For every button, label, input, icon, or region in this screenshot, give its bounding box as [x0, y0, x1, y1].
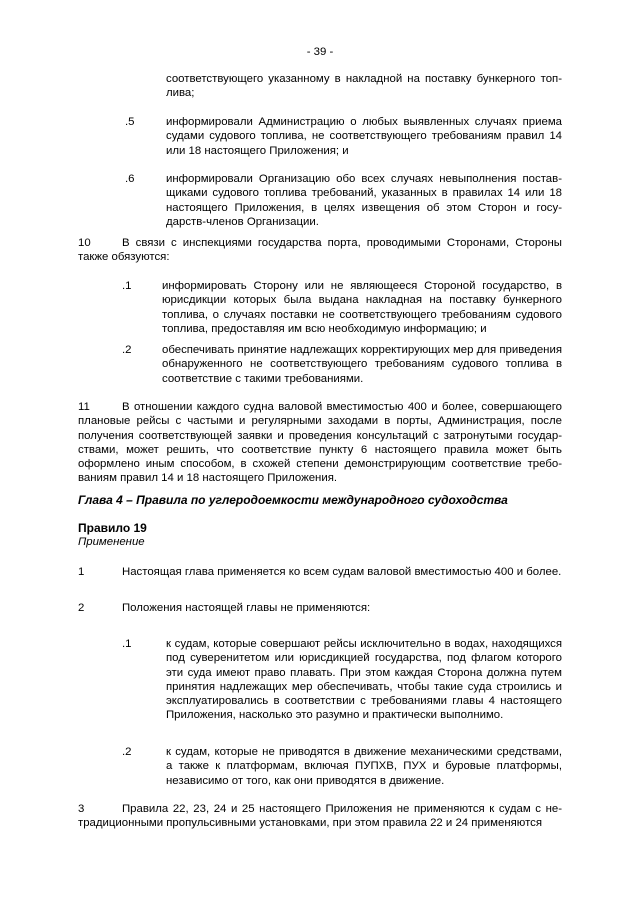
- paragraph-text-3: Правила 22, 23, 24 и 25 настоящего Приложения не применяются к судам с нетрадиционными пропульсивными установками, при этом правила 22 и 24 применяются: [78, 803, 562, 830]
- page-number: - 39 -: [306, 46, 334, 58]
- para2-item-number-2: .2: [122, 746, 132, 758]
- paragraph-number-11: 11: [78, 401, 90, 413]
- paragraph-number-10: 10: [78, 237, 91, 249]
- para10-item-text-2: обеспечивать принятие надлежащих корректирующих мер для приведения обнаруженного не соответствующего требованиям судового топлива в соответствие с такими требованиями.: [162, 344, 562, 385]
- rule-subtitle: Применение: [78, 536, 145, 548]
- item-continuation-text: соответствующего указанному в накладной на поставку бункерного топлива;: [166, 73, 562, 100]
- item-number-6: .6: [125, 173, 135, 185]
- paragraph-number-2: 2: [78, 602, 85, 614]
- paragraph-number-1: 1: [78, 566, 85, 578]
- para2-item-text-2: к судам, которые не приводятся в движение механическими средствами, а также к платформам, включая ПУПХВ, ПУХ и буровые платформы, независимо от того, как они приводятся в движение.: [166, 746, 562, 787]
- paragraph-text-10: В связи с инспекциями государства порта, проводимыми Сторонами, Стороны также обязуются:: [78, 237, 562, 264]
- item-number-5: .5: [125, 116, 135, 128]
- para10-item-text-1: информировать Сторону или не являющееся Стороной государство, в юрисдикции которых была выдана накладная на поставку бункерного топлива, о случаях поставки не соответствующего требованиям судового топлива, предоставляя им всю необходимую информацию; и: [162, 280, 562, 335]
- para2-item-text-1: к судам, которые совершают рейсы исключительно в водах, находящихся под суверенитетом или юрисдикцией государства, под флагом которого эти суда имеют право плавать. При этом каждая Сторона должна путем принятия надлежащих мер обеспечивать, чтобы такие суда строились и эксплуатировались в соответствии с требованиями главы 4 настоящего Приложения, насколько это разумно и практически выполнимо.: [166, 638, 562, 722]
- paragraph-number-3: 3: [78, 803, 85, 815]
- item-text-5: информировали Администрацию о любых выявленных случаях приема судами судового топлива, не соответствующего требованиям правил 14 или 18 настоящего Приложения; и: [166, 116, 562, 157]
- item-text-6: информировали Организацию обо всех случаях невыполнения поставщиками судового топлива требований, указанных в правилах 14 или 18 настоящего Приложения, в целях извещения об этом Сторон и государств-членов Организации.: [166, 173, 562, 228]
- paragraph-text-11: В отношении каждого судна валовой вместимостью 400 и более, совершающего плановые рейсы с частыми и регулярными заходами в порты, Администрация, после получения соответствующей заявки и проведения консультаций с затронутыми государствами, может решить, что соответствие пункту 6 настоящего правила может быть оформлено иным способом, в схожей степени демонстрирующим соответствие требованиям правил 14 и 18 настоящего Приложения.: [78, 401, 562, 485]
- paragraph-text-2: Положения настоящей главы не применяются:: [122, 602, 371, 614]
- para2-item-number-1: .1: [122, 638, 132, 650]
- chapter-heading: Глава 4 – Правила по углеродоемкости международного судоходства: [78, 493, 508, 507]
- rule-title: Правило 19: [78, 521, 147, 535]
- para10-item-number-1: .1: [122, 280, 132, 292]
- paragraph-text-1: Настоящая глава применяется ко всем судам валовой вместимостью 400 и более.: [122, 566, 562, 578]
- para10-item-number-2: .2: [122, 344, 132, 356]
